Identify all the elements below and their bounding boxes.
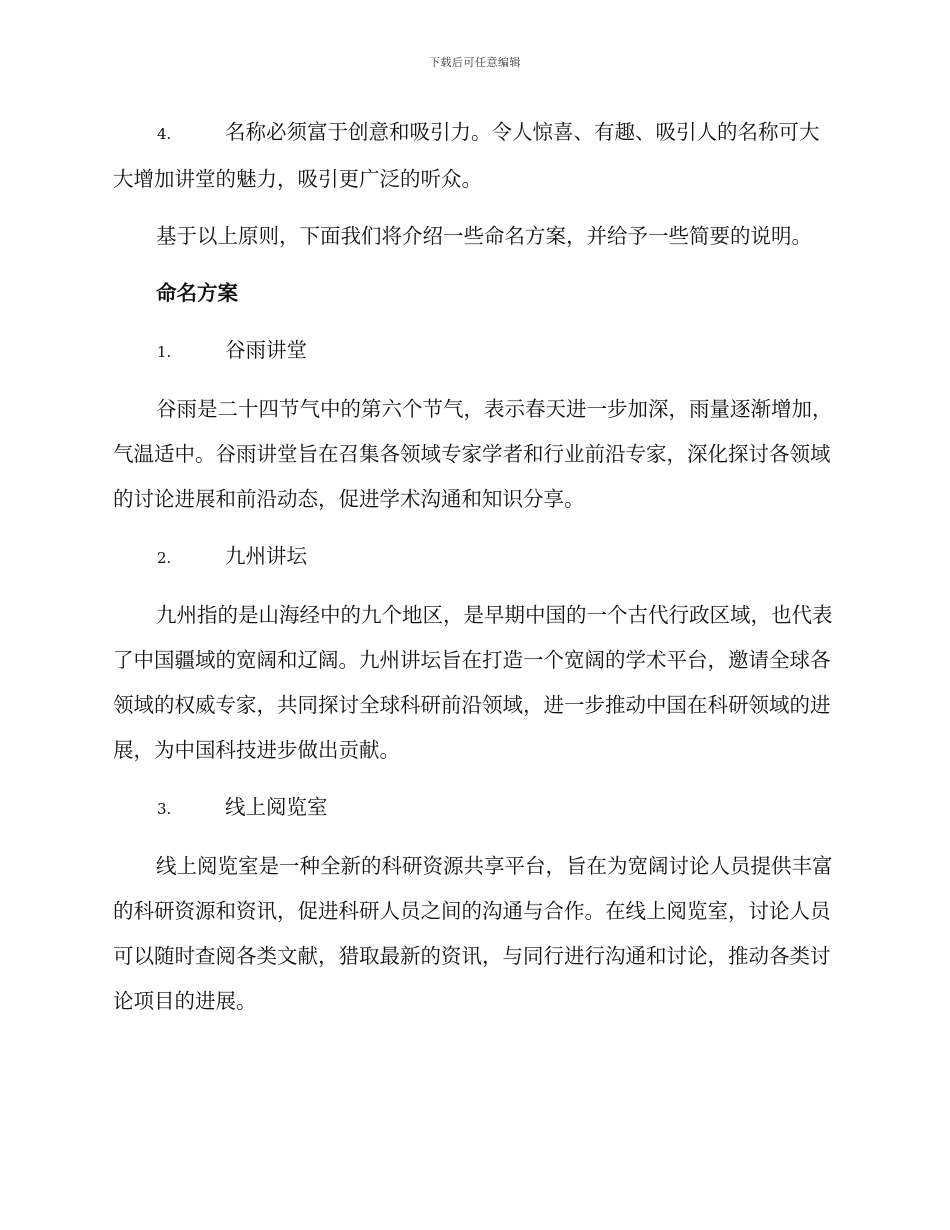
scheme-description-3: 线上阅览室是一种全新的科研资源共享平台，旨在为宽阔讨论人员提供丰富的科研资源和资讯，促进科研人员之间的沟通与合作。在线上阅览室，讨论人员可以随时查阅各类文献，猎取最新的资讯，与同行进行沟通和讨论，推动各类讨论项目的进展。 xyxy=(113,854,833,1013)
document-body xyxy=(113,110,835,1036)
scheme-description-2: 九州指的是山海经中的九个地区，是早期中国的一个古代行政区域，也代表了中国疆域的宽阔和辽阔。九州讲坛旨在打造一个宽阔的学术平台，邀请全球各领域的权威专家，共同探讨全球科研前沿领域，进一步推动中国在科研领域的进展，为中国科技进步做出贡献。 xyxy=(113,603,833,762)
scheme-name: 九州讲坛 xyxy=(225,544,307,568)
principle-item-4 xyxy=(113,110,835,202)
scheme-number: 2. xyxy=(157,549,172,567)
scheme-heading-3 xyxy=(113,785,835,832)
scheme-number: 1. xyxy=(157,343,172,361)
principle-text: 名称必须富于创意和吸引力。令人惊喜、有趣、吸引人的名称可大大增加讲堂的魅力，吸引更广泛的听众。 xyxy=(113,120,820,191)
scheme-heading-2 xyxy=(113,534,835,581)
principle-number: 4. xyxy=(157,125,172,143)
page-header: 下载后可任意编辑 xyxy=(429,56,521,69)
scheme-number: 3. xyxy=(157,800,172,818)
scheme-name: 线上阅览室 xyxy=(225,795,328,819)
scheme-heading-1 xyxy=(113,328,835,375)
section-title: 命名方案 xyxy=(156,281,238,305)
scheme-description-1: 谷雨是二十四节气中的第六个节气，表示春天进一步加深，雨量逐渐增加，气温适中。谷雨讲堂旨在召集各领域专家学者和行业前沿专家，深化探讨各领域的讨论进展和前沿动态，促进学术沟通和知识分享。 xyxy=(113,397,833,511)
transition-paragraph: 基于以上原则，下面我们将介绍一些命名方案，并给予一些简要的说明。 xyxy=(156,224,812,248)
scheme-name: 谷雨讲堂 xyxy=(225,338,307,362)
